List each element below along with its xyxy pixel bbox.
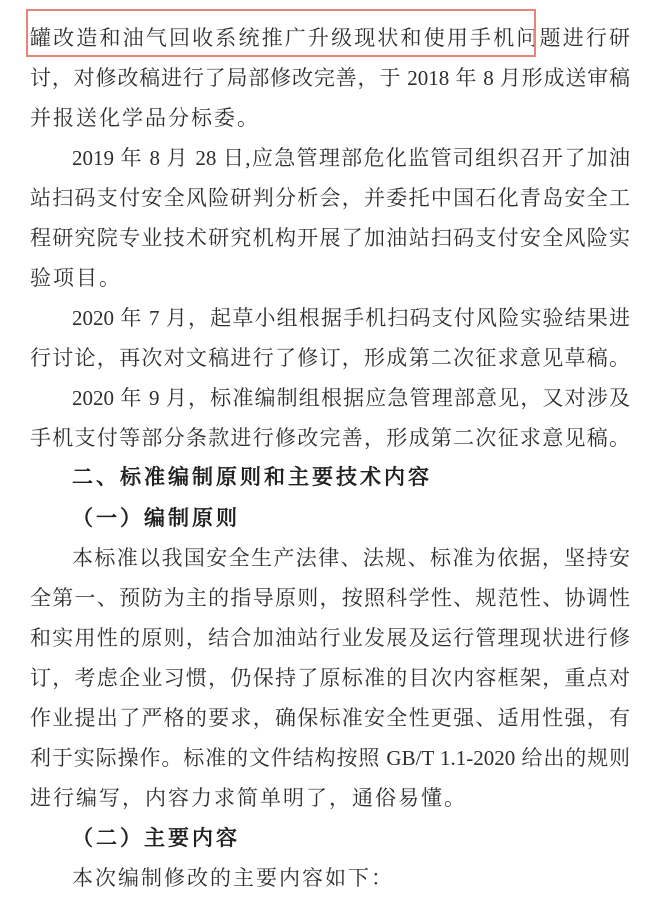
text-line: 2019 年 8 月 28 日,应急管理部危化监管司组织召开了加油 [72,146,630,170]
text-line: 利于实际操作。标准的文件结构按照 GB/T 1.1-2020 给出的规则 [30,746,630,770]
text-line: 罐改造和油气回收系统推广升级现状和使用手机问题进行研 [30,26,630,50]
subsection-heading: （一）编制原则 [72,506,240,530]
text-line: 2020 年 7 月，起草小组根据手机扫码支付风险实验结果进 [72,306,630,330]
text-line: 全第一、预防为主的指导原则，按照科学性、规范性、协调性 [30,586,630,610]
text-line: 和实用性的原则，结合加油站行业发展及运行管理现状进行修 [30,626,630,650]
document-content [30,18,630,898]
text-line: 订，考虑企业习惯，仍保持了原标准的目次内容框架，重点对 [30,666,630,690]
text-line: 并报送化学品分标委。 [30,106,260,130]
text-line: 2020 年 9 月，标准编制组根据应急管理部意见，又对涉及 [72,386,630,410]
text-line: 行讨论，再次对文稿进行了修订，形成第二次征求意见草稿。 [30,346,630,370]
text-line: 进行编写，内容力求简单明了，通俗易懂。 [30,786,467,810]
text-line: 讨，对修改稿进行了局部修改完善，于 2018 年 8 月形成送审稿 [30,66,630,90]
section-heading: 二、标准编制原则和主要技术内容 [72,466,432,489]
subsection-heading: （二）主要内容 [72,826,240,850]
text-line: 站扫码支付安全风险研判分析会，并委托中国石化青岛安全工 [30,186,630,210]
text-line: 验项目。 [30,266,122,290]
text-line: 作业提出了严格的要求，确保标准安全性更强、适用性强，有 [30,706,630,730]
text-line: 手机支付等部分条款进行修改完善，形成第二次征求意见稿。 [30,426,630,450]
text-line: 程研究院专业技术研究机构开展了加油站扫码支付安全风险实 [30,226,630,250]
text-line: 本次编制修改的主要内容如下： [72,866,394,890]
text-line: 本标准以我国安全生产法律、法规、标准为依据，坚持安 [72,546,630,570]
